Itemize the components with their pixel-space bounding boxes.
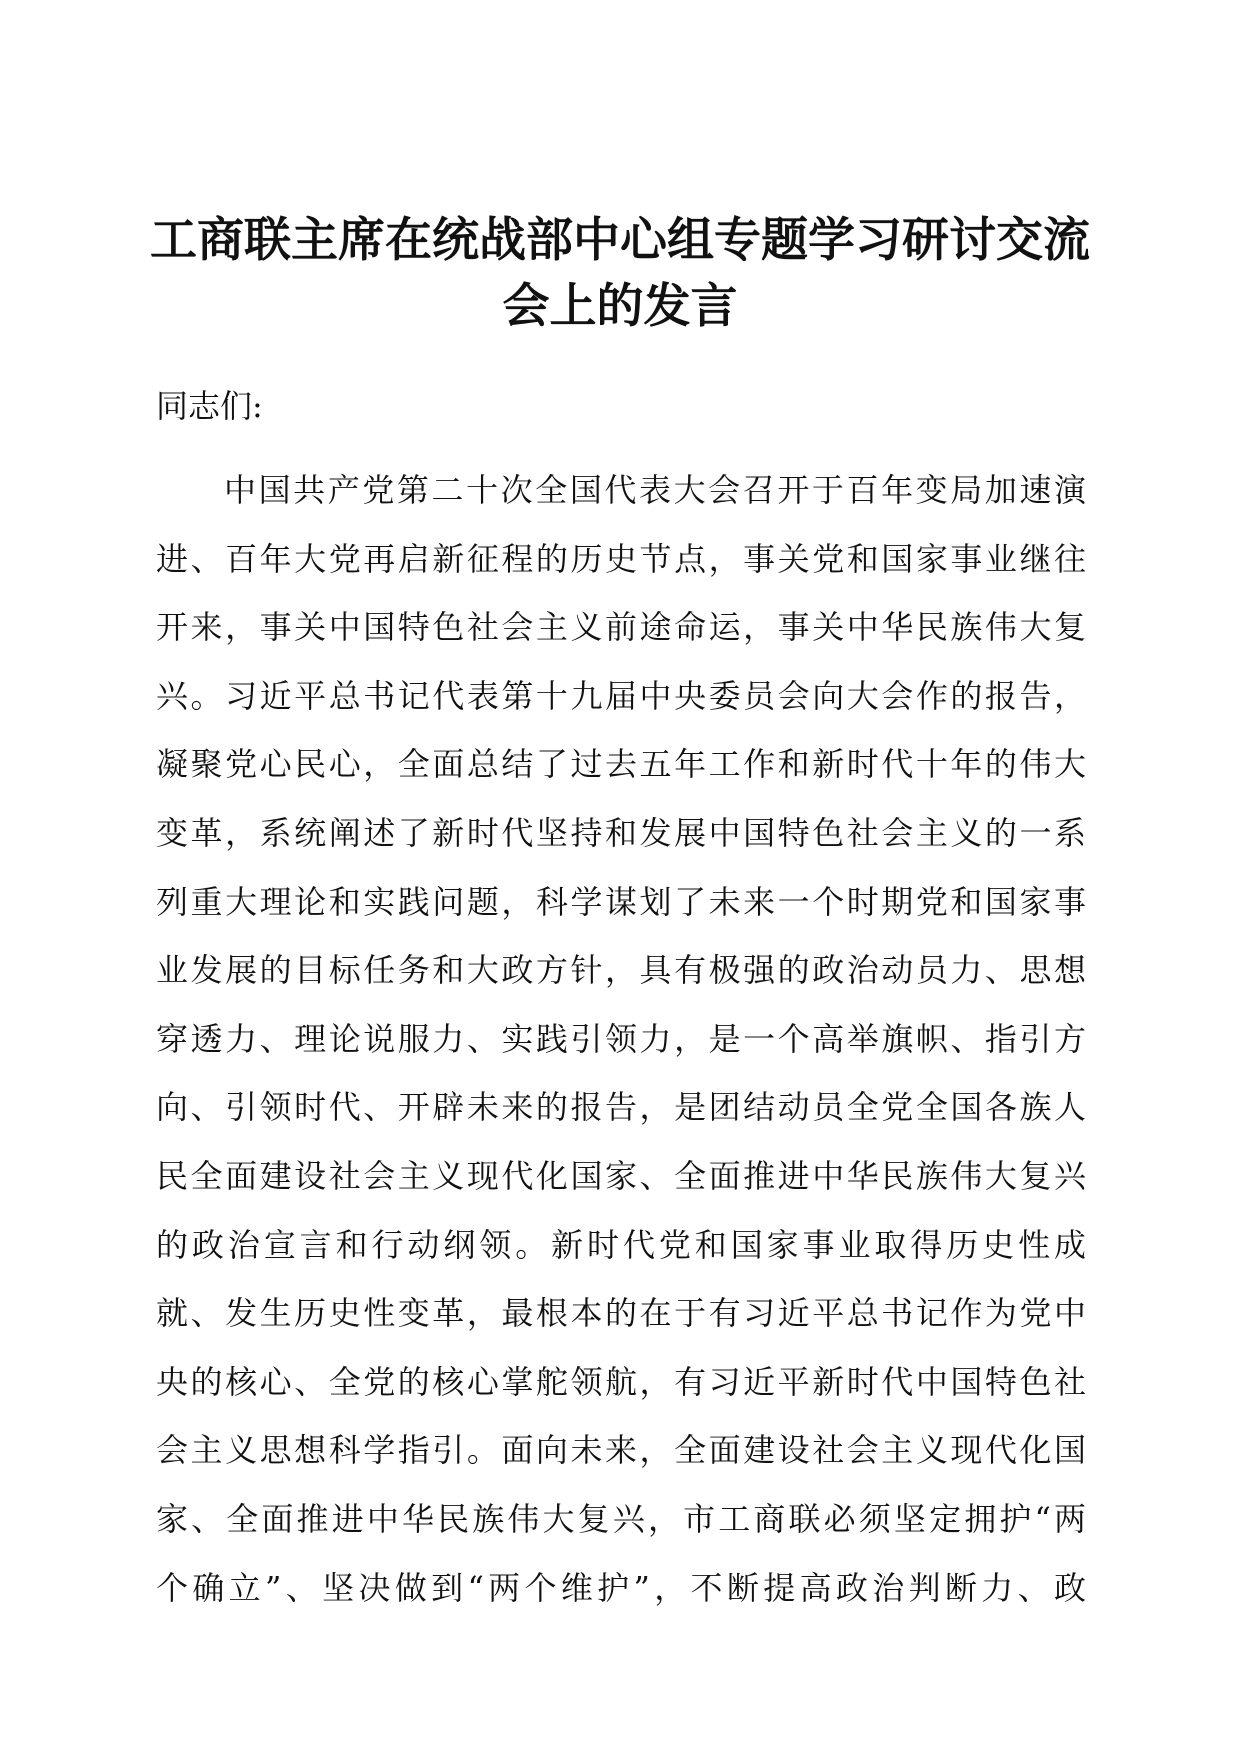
body-line: 家、全面推进中华民族伟大复兴，市工商联必须坚定拥护“两 bbox=[156, 1499, 1086, 1538]
body-line: 业发展的目标任务和大政方针，具有极强的政治动员力、思想 bbox=[156, 951, 1086, 990]
body-line: 向、引领时代、开辟未来的报告，是团结动员全党全国各族人 bbox=[156, 1088, 1086, 1127]
body-line: 穿透力、理论说服力、实践引领力，是一个高举旗帜、指引方 bbox=[156, 1019, 1086, 1058]
body-line: 进、百年大党再启新征程的历史节点，事关党和国家事业继往 bbox=[156, 539, 1086, 578]
body-line: 就、发生历史性变革，最根本的在于有习近平总书记作为党中 bbox=[156, 1294, 1086, 1333]
body-line: 凝聚党心民心，全面总结了过去五年工作和新时代十年的伟大 bbox=[156, 745, 1086, 784]
body-line: 民全面建设社会主义现代化国家、全面推进中华民族伟大复兴 bbox=[156, 1156, 1086, 1195]
body-line: 变革，系统阐述了新时代坚持和发展中国特色社会主义的一系 bbox=[156, 813, 1086, 852]
document-title: 工商联主席在统战部中心组专题学习研讨交流 会上的发言 bbox=[150, 213, 1090, 334]
body-paragraph bbox=[156, 456, 1086, 1622]
body-line: 列重大理论和实践问题，科学谋划了未来一个时期党和国家事 bbox=[156, 882, 1086, 921]
body-line: 兴。习近平总书记代表第十九届中央委员会向大会作的报告， bbox=[156, 676, 1086, 715]
body-line: 会主义思想科学指引。面向未来，全面建设社会主义现代化国 bbox=[156, 1431, 1086, 1470]
body-line: 个确立”、坚决做到“两个维护”，不断提高政治判断力、政 bbox=[156, 1568, 1086, 1607]
salutation: 同志们: bbox=[156, 387, 263, 425]
body-line: 的政治宣言和行动纲领。新时代党和国家事业取得历史性成 bbox=[156, 1225, 1086, 1264]
body-line: 开来，事关中国特色社会主义前途命运，事关中华民族伟大复 bbox=[156, 608, 1086, 647]
body-line: 央的核心、全党的核心掌舵领航，有习近平新时代中国特色社 bbox=[156, 1362, 1086, 1401]
body-line: 中国共产党第二十次全国代表大会召开于百年变局加速演 bbox=[224, 471, 1086, 509]
